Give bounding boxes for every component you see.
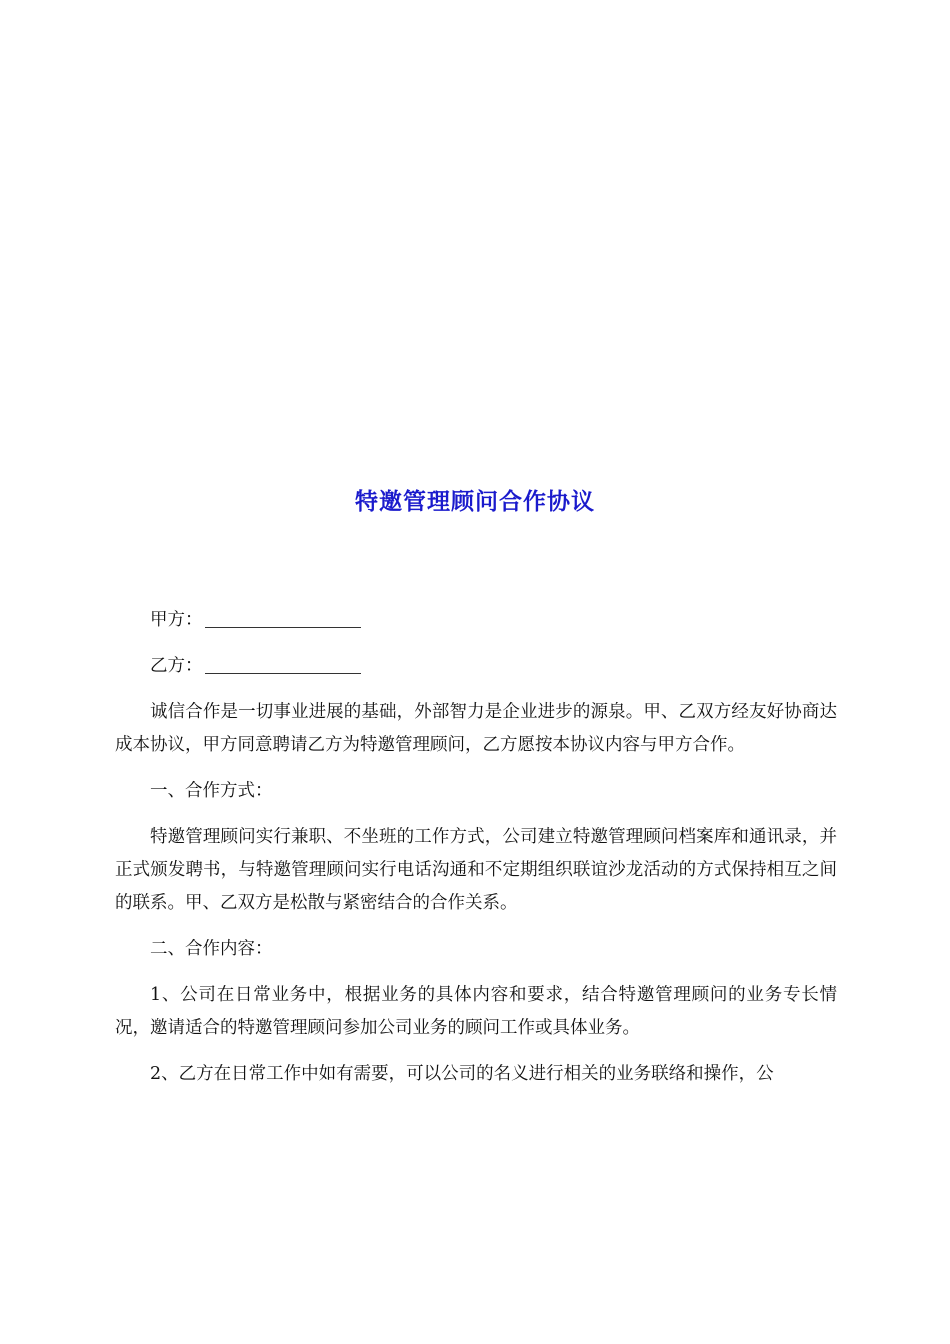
document-title: 特邀管理顾问合作协议 (355, 488, 595, 515)
party-b-label: 乙方： (150, 656, 203, 676)
party-a-line (115, 604, 837, 637)
section1-paragraph: 特邀管理顾问实行兼职、不坐班的工作方式，公司建立特邀管理顾问档案库和通讯录，并正式颁发聘书，与特邀管理顾问实行电话沟通和不定期组织联谊沙龙活动的方式保持相互之间的联系。甲、乙双方是松散与紧密结合的合作关系。 (115, 827, 837, 913)
section2-heading: 二、合作内容： (150, 939, 273, 959)
section1-heading: 一、合作方式： (150, 781, 273, 801)
document-body (115, 604, 837, 1104)
party-a-blank (205, 609, 361, 628)
intro-paragraph: 诚信合作是一切事业进展的基础，外部智力是企业进步的源泉。甲、乙双方经友好协商达成本协议，甲方同意聘请乙方为特邀管理顾问，乙方愿按本协议内容与甲方合作。 (115, 702, 837, 755)
party-b-blank (205, 655, 361, 674)
party-b-line (115, 650, 837, 683)
section2-item-1: 1、公司在日常业务中，根据业务的具体内容和要求，结合特邀管理顾问的业务专长情况，邀请适合的特邀管理顾问参加公司业务的顾问工作或具体业务。 (115, 985, 837, 1038)
party-a-label: 甲方： (150, 610, 203, 630)
section2-item-2: 2、乙方在日常工作中如有需要，可以公司的名义进行相关的业务联络和操作，公 (150, 1064, 774, 1084)
